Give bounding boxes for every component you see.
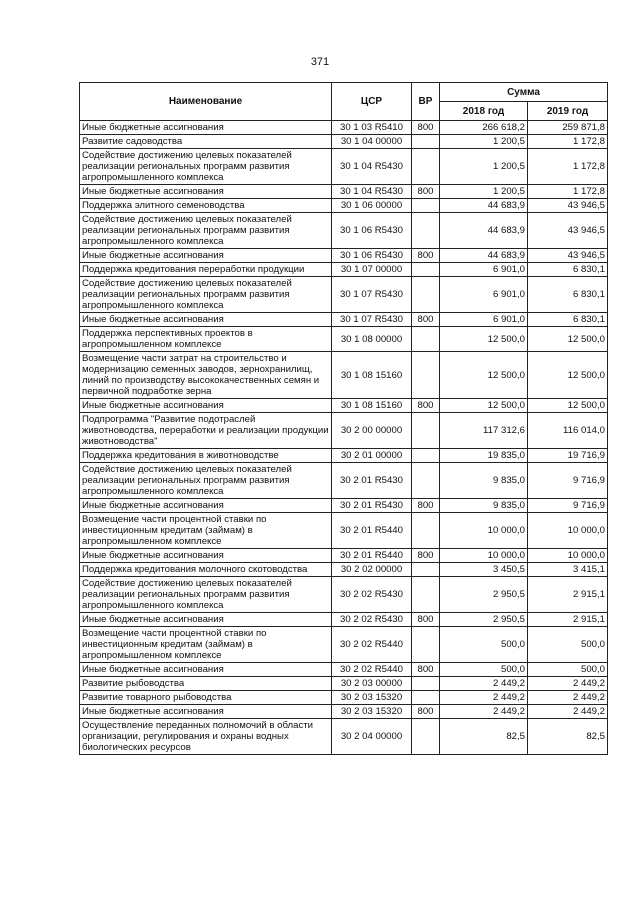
row-csr: 30 1 07 R5430 [332, 277, 412, 313]
row-name: Развитие товарного рыбоводства [80, 691, 332, 705]
header-csr: ЦСР [332, 83, 412, 121]
row-csr: 30 1 08 15160 [332, 399, 412, 413]
row-vr: 800 [412, 121, 440, 135]
row-csr: 30 1 06 R5430 [332, 249, 412, 263]
row-vr [412, 327, 440, 352]
row-csr: 30 2 01 R5440 [332, 549, 412, 563]
table-row [80, 563, 608, 577]
row-sum-2019: 12 500,0 [528, 352, 608, 399]
row-vr [412, 277, 440, 313]
row-sum-2019: 6 830,1 [528, 313, 608, 327]
table-row [80, 719, 608, 755]
row-vr [412, 199, 440, 213]
table-row [80, 185, 608, 199]
row-csr: 30 1 03 R5410 [332, 121, 412, 135]
row-name: Осуществление переданных полномочий в области организации, регулирования и охраны водных биологических ресурсов [80, 719, 332, 755]
table-row [80, 691, 608, 705]
row-vr: 800 [412, 185, 440, 199]
row-csr: 30 2 00 00000 [332, 413, 412, 449]
row-name: Иные бюджетные ассигнования [80, 313, 332, 327]
row-sum-2019: 259 871,8 [528, 121, 608, 135]
row-sum-2019: 116 014,0 [528, 413, 608, 449]
row-sum-2018: 9 835,0 [440, 463, 528, 499]
row-sum-2019: 12 500,0 [528, 399, 608, 413]
row-sum-2019: 2 449,2 [528, 691, 608, 705]
row-vr [412, 135, 440, 149]
table-row [80, 549, 608, 563]
table-row [80, 663, 608, 677]
header-2018: 2018 год [440, 102, 528, 121]
table-row [80, 352, 608, 399]
row-name: Иные бюджетные ассигнования [80, 185, 332, 199]
row-sum-2018: 2 950,5 [440, 577, 528, 613]
row-csr: 30 1 08 15160 [332, 352, 412, 399]
table-row [80, 327, 608, 352]
row-sum-2018: 44 683,9 [440, 213, 528, 249]
row-sum-2019: 9 716,9 [528, 463, 608, 499]
row-csr: 30 2 03 00000 [332, 677, 412, 691]
table-row [80, 263, 608, 277]
row-csr: 30 2 02 R5430 [332, 613, 412, 627]
row-sum-2019: 9 716,9 [528, 499, 608, 513]
row-csr: 30 1 04 00000 [332, 135, 412, 149]
row-sum-2019: 2 449,2 [528, 677, 608, 691]
row-name: Возмещение части процентной ставки по инвестиционным кредитам (займам) в агропромышленном комплексе [80, 513, 332, 549]
header-name: Наименование [80, 83, 332, 121]
row-sum-2018: 266 618,2 [440, 121, 528, 135]
row-name: Иные бюджетные ассигнования [80, 249, 332, 263]
row-name: Возмещение части затрат на строительство и модернизацию семенных заводов, зернохранилищ, линий по производству высококачественных семян и первичной подработке зерна [80, 352, 332, 399]
row-sum-2018: 2 449,2 [440, 705, 528, 719]
row-sum-2018: 2 449,2 [440, 691, 528, 705]
table-row [80, 449, 608, 463]
row-name: Содействие достижению целевых показателей реализации региональных программ развития агропромышленного комплекса [80, 577, 332, 613]
row-sum-2019: 1 172,8 [528, 135, 608, 149]
row-sum-2018: 6 901,0 [440, 263, 528, 277]
row-sum-2018: 1 200,5 [440, 185, 528, 199]
table-row [80, 399, 608, 413]
row-sum-2019: 1 172,8 [528, 185, 608, 199]
row-csr: 30 2 03 15320 [332, 691, 412, 705]
row-sum-2018: 500,0 [440, 663, 528, 677]
row-csr: 30 1 04 R5430 [332, 185, 412, 199]
row-sum-2019: 82,5 [528, 719, 608, 755]
page-number: 371 [310, 56, 330, 68]
row-sum-2019: 10 000,0 [528, 513, 608, 549]
table-row [80, 149, 608, 185]
row-name: Содействие достижению целевых показателей реализации региональных программ развития агропромышленного комплекса [80, 463, 332, 499]
row-csr: 30 1 04 R5430 [332, 149, 412, 185]
table-row [80, 135, 608, 149]
table-row [80, 499, 608, 513]
table-row [80, 413, 608, 449]
row-vr [412, 563, 440, 577]
row-sum-2018: 19 835,0 [440, 449, 528, 463]
row-vr: 800 [412, 705, 440, 719]
row-sum-2018: 117 312,6 [440, 413, 528, 449]
row-name: Поддержка перспективных проектов в агропромышленном комплексе [80, 327, 332, 352]
row-sum-2018: 6 901,0 [440, 277, 528, 313]
table-row [80, 613, 608, 627]
row-vr [412, 513, 440, 549]
row-sum-2018: 500,0 [440, 627, 528, 663]
row-name: Поддержка кредитования переработки продукции [80, 263, 332, 277]
row-vr [412, 149, 440, 185]
row-name: Поддержка кредитования молочного скотоводства [80, 563, 332, 577]
row-sum-2019: 2 915,1 [528, 613, 608, 627]
row-csr: 30 1 07 00000 [332, 263, 412, 277]
row-name: Развитие рыбоводства [80, 677, 332, 691]
row-name: Поддержка элитного семеноводства [80, 199, 332, 213]
header-vr: ВР [412, 83, 440, 121]
row-vr: 800 [412, 613, 440, 627]
row-vr [412, 627, 440, 663]
row-name: Содействие достижению целевых показателей реализации региональных программ развития агропромышленного комплекса [80, 277, 332, 313]
row-csr: 30 2 01 R5440 [332, 513, 412, 549]
row-csr: 30 2 01 R5430 [332, 463, 412, 499]
row-sum-2018: 1 200,5 [440, 149, 528, 185]
row-name: Иные бюджетные ассигнования [80, 549, 332, 563]
header-sum: Сумма [440, 83, 608, 102]
table-row [80, 213, 608, 249]
row-csr: 30 1 07 R5430 [332, 313, 412, 327]
row-sum-2019: 6 830,1 [528, 277, 608, 313]
table-row [80, 577, 608, 613]
row-name: Иные бюджетные ассигнования [80, 121, 332, 135]
row-sum-2019: 2 449,2 [528, 705, 608, 719]
row-sum-2019: 3 415,1 [528, 563, 608, 577]
row-name: Иные бюджетные ассигнования [80, 613, 332, 627]
row-csr: 30 1 06 R5430 [332, 213, 412, 249]
row-name: Развитие садоводства [80, 135, 332, 149]
row-sum-2019: 43 946,5 [528, 213, 608, 249]
row-sum-2019: 500,0 [528, 663, 608, 677]
row-vr: 800 [412, 249, 440, 263]
row-vr [412, 413, 440, 449]
row-name: Иные бюджетные ассигнования [80, 399, 332, 413]
row-csr: 30 2 02 R5440 [332, 663, 412, 677]
row-sum-2019: 43 946,5 [528, 199, 608, 213]
row-sum-2018: 82,5 [440, 719, 528, 755]
row-vr: 800 [412, 499, 440, 513]
row-name: Возмещение части процентной ставки по инвестиционным кредитам (займам) в агропромышленном комплексе [80, 627, 332, 663]
row-vr: 800 [412, 663, 440, 677]
table-row [80, 249, 608, 263]
row-vr: 800 [412, 399, 440, 413]
row-vr [412, 719, 440, 755]
row-sum-2018: 44 683,9 [440, 249, 528, 263]
row-sum-2019: 19 716,9 [528, 449, 608, 463]
table-row [80, 199, 608, 213]
budget-table [79, 82, 608, 755]
row-csr: 30 2 01 R5430 [332, 499, 412, 513]
row-sum-2019: 2 915,1 [528, 577, 608, 613]
row-sum-2018: 2 449,2 [440, 677, 528, 691]
row-sum-2019: 12 500,0 [528, 327, 608, 352]
row-sum-2018: 1 200,5 [440, 135, 528, 149]
row-csr: 30 2 02 00000 [332, 563, 412, 577]
row-vr [412, 677, 440, 691]
row-sum-2019: 6 830,1 [528, 263, 608, 277]
row-sum-2019: 500,0 [528, 627, 608, 663]
table-body [80, 121, 608, 755]
row-csr: 30 1 08 00000 [332, 327, 412, 352]
table-row [80, 513, 608, 549]
row-csr: 30 2 02 R5430 [332, 577, 412, 613]
row-sum-2018: 3 450,5 [440, 563, 528, 577]
row-vr [412, 463, 440, 499]
row-name: Иные бюджетные ассигнования [80, 499, 332, 513]
row-vr [412, 449, 440, 463]
table-row [80, 121, 608, 135]
row-vr [412, 691, 440, 705]
table-row [80, 463, 608, 499]
row-sum-2019: 1 172,8 [528, 149, 608, 185]
row-vr: 800 [412, 313, 440, 327]
header-2019: 2019 год [528, 102, 608, 121]
row-csr: 30 2 01 00000 [332, 449, 412, 463]
row-sum-2018: 6 901,0 [440, 313, 528, 327]
row-sum-2018: 12 500,0 [440, 327, 528, 352]
row-csr: 30 1 06 00000 [332, 199, 412, 213]
row-sum-2018: 44 683,9 [440, 199, 528, 213]
row-name: Иные бюджетные ассигнования [80, 705, 332, 719]
row-sum-2018: 10 000,0 [440, 513, 528, 549]
row-sum-2018: 9 835,0 [440, 499, 528, 513]
table-row [80, 705, 608, 719]
row-name: Иные бюджетные ассигнования [80, 663, 332, 677]
row-vr [412, 577, 440, 613]
row-name: Поддержка кредитования в животноводстве [80, 449, 332, 463]
row-sum-2018: 12 500,0 [440, 352, 528, 399]
row-sum-2018: 10 000,0 [440, 549, 528, 563]
row-sum-2019: 43 946,5 [528, 249, 608, 263]
row-vr [412, 352, 440, 399]
row-vr: 800 [412, 549, 440, 563]
table-row [80, 277, 608, 313]
row-csr: 30 2 02 R5440 [332, 627, 412, 663]
table-row [80, 677, 608, 691]
row-csr: 30 2 04 00000 [332, 719, 412, 755]
row-name: Подпрограмма "Развитие подотраслей животноводства, переработки и реализации продукции животноводства" [80, 413, 332, 449]
row-sum-2018: 12 500,0 [440, 399, 528, 413]
table-row [80, 313, 608, 327]
row-sum-2018: 2 950,5 [440, 613, 528, 627]
row-csr: 30 2 03 15320 [332, 705, 412, 719]
row-name: Содействие достижению целевых показателей реализации региональных программ развития агропромышленного комплекса [80, 213, 332, 249]
row-name: Содействие достижению целевых показателей реализации региональных программ развития агропромышленного комплекса [80, 149, 332, 185]
row-vr [412, 263, 440, 277]
row-vr [412, 213, 440, 249]
table-row [80, 627, 608, 663]
row-sum-2019: 10 000,0 [528, 549, 608, 563]
